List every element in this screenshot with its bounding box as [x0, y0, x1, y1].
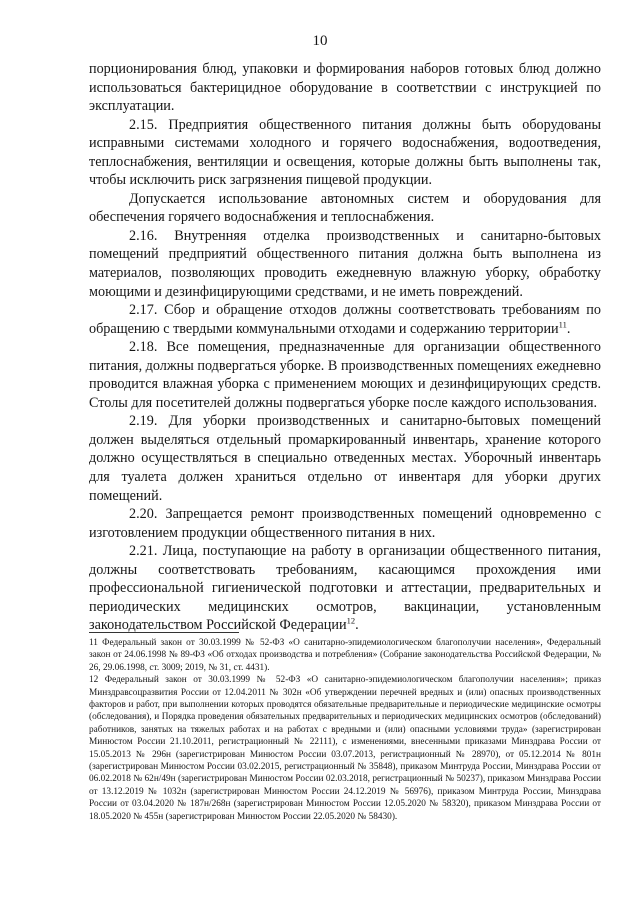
body-text	[89, 60, 601, 635]
page-number: 10	[312, 33, 328, 49]
paragraph-continuation: порционирования блюд, упаковки и формирования наборов готовых блюд должно использоваться бактерицидное оборудование в соответствии с инструкцией по эксплуатации.	[89, 61, 601, 115]
footnote-11: 11 Федеральный закон от 30.03.1999 № 52-ФЗ «О санитарно-эпидемиологическом благополучии населения», Федеральный закон от 24.06.1998 № 89-ФЗ «Об отходах производства и потребления» (Собрание законодательства Российской Федерации, № 26, 29.06.1998, ст. 3009; 2019, № 31, ст. 4431).	[89, 638, 601, 673]
paragraph-2-15: 2.15. Предприятия общественного питания должны быть оборудованы исправными системами холодного и горячего водоснабжения, водоотведения, теплоснабжения, вентиляции и освещения, которые должны быть выполнены так, чтобы исключить риск загрязнения пищевой продукции.	[89, 116, 601, 189]
paragraph-2-16: 2.16. Внутренняя отделка производственных и санитарно-бытовых помещений предприятий общественного питания должна быть выполнена из материалов, позволяющих проводить ежедневную влажную уборку, обработку моющими и дезинфицирующими средствами, и не иметь повреждений.	[89, 227, 601, 300]
paragraph-2-18: 2.18. Все помещения, предназначенные для организации общественного питания, должны подвергаться уборке. В производственных помещениях ежедневно проводится влажная уборка с применением моющих и дезинфицирующих средств. Столы для посетителей должны подвергаться уборке после каждого использования.	[89, 339, 601, 411]
footnotes	[89, 637, 601, 823]
paragraph-2-17: 2.17. Сбор и обращение отходов должны соответствовать требованиям по обращению с твердыми коммунальными отходами и содержанию территории$^{11}$.	[89, 302, 601, 337]
footnote-ref-12: 12	[346, 615, 356, 626]
paragraph-2-21: 2.21. Лица, поступающие на работу в организации общественного питания, должны соответствовать требованиям, касающимся прохождения ими профессиональной гигиенической подготовки и аттестации, предварительных и периодических медицинских осмотров, вакцинации, установленным законодательством Российской Федерации$^{12}$.	[89, 543, 601, 634]
paragraph-autonomous-systems: Допускается использование автономных систем и оборудования для обеспечения горячего водоснабжения и теплоснабжения.	[89, 190, 601, 226]
paragraph-2-19: 2.19. Для уборки производственных и санитарно-бытовых помещений должен выделяться отдельный промаркированный инвентарь, хранение которого должно осуществляться в специально отведенных местах. Уборочный инвентарь для туалета должен храниться отдельно от инвентаря для уборки других помещений.	[89, 413, 601, 504]
footnote-ref-11: 11	[558, 318, 567, 329]
paragraph-2-20: 2.20. Запрещается ремонт производственных помещений одновременно с изготовлением продукции общественного питания в них.	[89, 506, 601, 541]
footnote-12: 12 Федеральный закон от 30.03.1999 № 52-ФЗ «О санитарно-эпидемиологическом благополучии населения»; приказ Минздравсоцразвития России от 12.04.2011 № 302н «Об утверждении перечней вредных и (или) опасных производственных факторов и работ, при выполнении которых проводятся обязательные предварительные и периодические медицинские осмотры (обследования), и Порядка проведения обязательных предварительных и периодических медицинских осмотров (обследований) работников, занятых на тяжелых работах и на работах с вредными и (или) опасными условиями труда» (зарегистрирован Минюстом России 21.10.2011, регистрационный № 22111), с изменениями, внесенными приказами Минздрава России от 15.05.2013 № 296н (зарегистрирован Минюстом России 03.07.2013, регистрационный № 28970), от 05.12.2014 № 801н (зарегистрирован Минюстом России 03.02.2015, регистрационный № 35848), приказом Минтруда России, Минздрава России от 06.02.2018 № 62н/49н (зарегистрирован Минюстом России 02.03.2018, регистрационный № 50237), приказом Минздрава России от 13.12.2019 № 1032н (зарегистрирован Минюстом России 24.12.2019 № 56976), приказом Минтруда России, Минздрава России от 03.04.2020 № 187н/268н (зарегистрирован Минюстом России 12.05.2020 № 58320), приказом Минздрава России от 18.05.2020 № 455н (зарегистрирован Минюстом России 22.05.2020 № 58430).	[89, 675, 601, 822]
footnote-separator	[89, 632, 239, 633]
